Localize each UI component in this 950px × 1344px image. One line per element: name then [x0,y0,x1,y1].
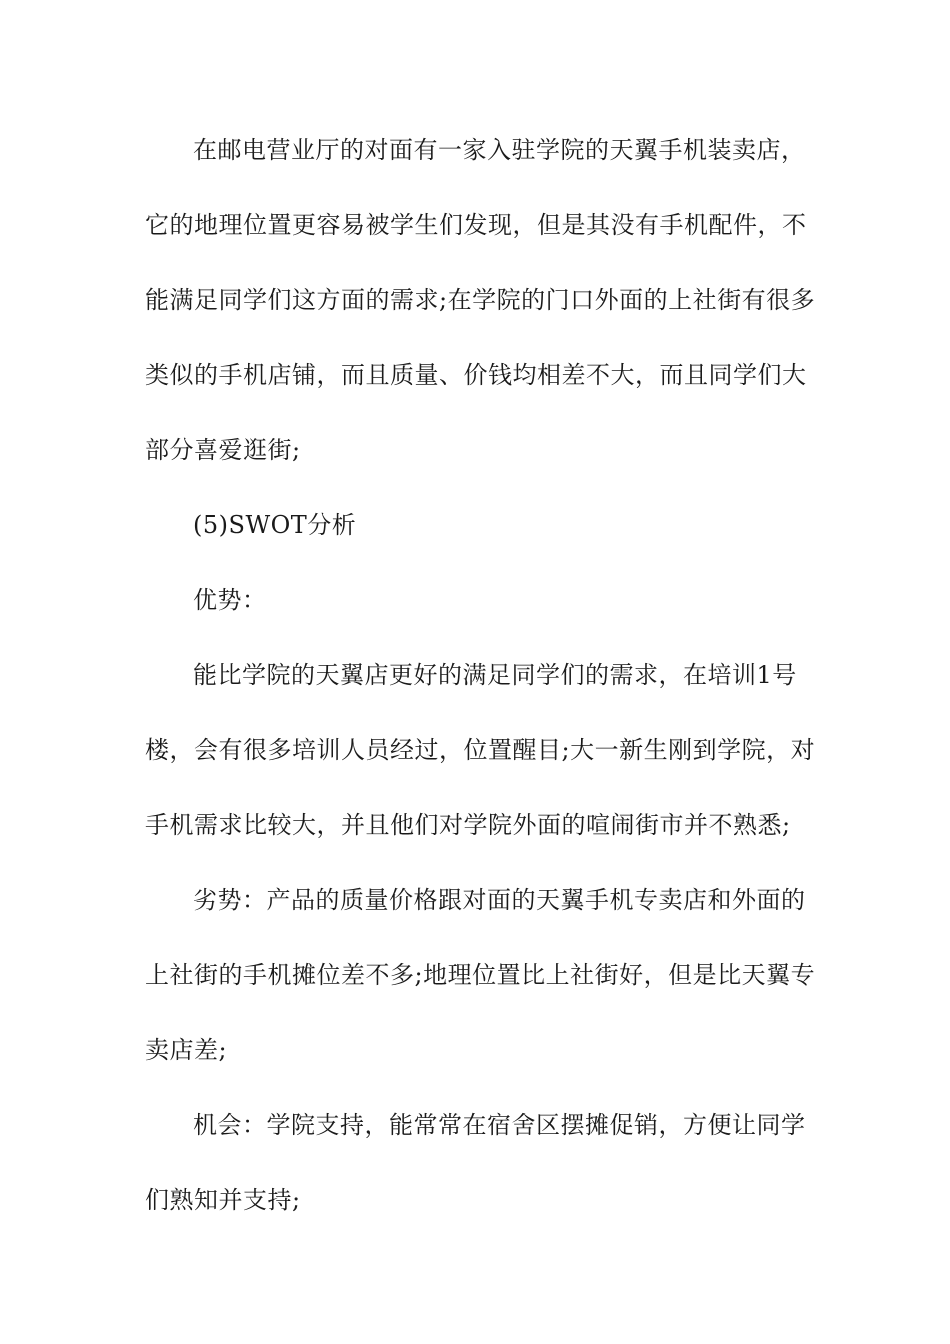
paragraph-line: 劣势：产品的质量价格跟对面的天翼手机专卖店和外面的 [193,886,806,914]
paragraph-line: 部分喜爱逛街; [145,436,301,464]
paragraph-line: 机会：学院支持，能常常在宿舍区摆摊促销，方便让同学 [193,1111,806,1139]
paragraph-line: 能满足同学们这方面的需求;在学院的门口外面的上社街有很多 [145,286,816,314]
paragraph-line: 卖店差; [145,1036,228,1064]
section-heading: (5)SWOT分析 [193,511,357,539]
paragraph-line: 上社街的手机摊位差不多;地理位置比上社街好，但是比天翼专 [145,961,816,989]
paragraph-line: 手机需求比较大，并且他们对学院外面的喧闹街市并不熟悉; [145,811,791,839]
paragraph-line: 在邮电营业厅的对面有一家入驻学院的天翼手机装卖店， [193,136,806,164]
paragraph-line: 能比学院的天翼店更好的满足同学们的需求，在培训1号 [193,661,797,689]
paragraph-line: 楼，会有很多培训人员经过，位置醒目;大一新生刚到学院，对 [145,736,816,764]
subheading-strengths: 优势： [193,586,267,614]
paragraph-line: 类似的手机店铺，而且质量、价钱均相差不大，而且同学们大 [145,361,807,389]
paragraph-line: 它的地理位置更容易被学生们发现，但是其没有手机配件，不 [145,211,807,239]
paragraph-line: 们熟知并支持; [145,1186,301,1214]
